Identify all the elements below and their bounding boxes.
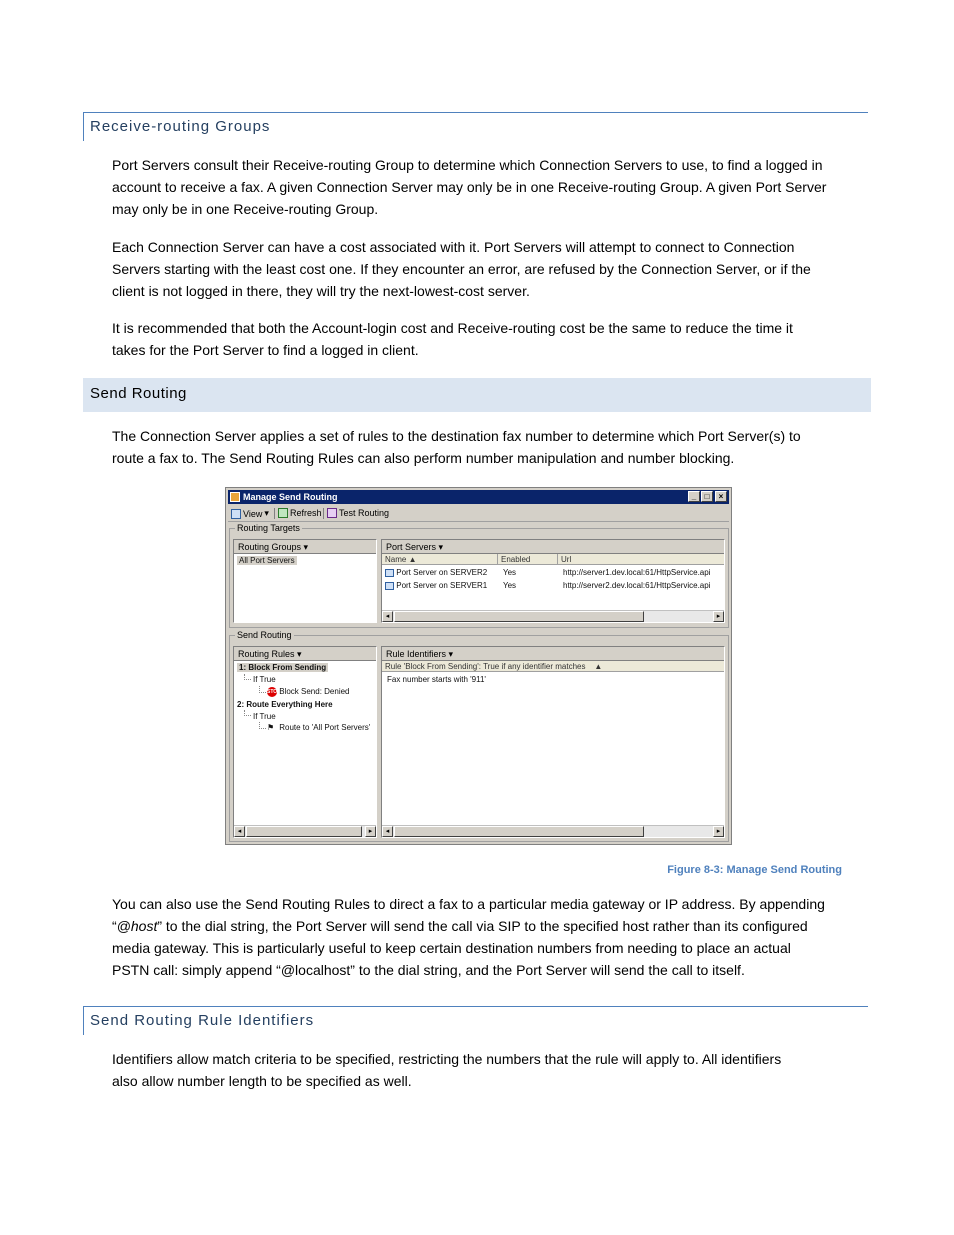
open-quote: “ (112, 918, 117, 934)
column-label: Enabled (501, 555, 531, 564)
cell-enabled: Yes (503, 568, 517, 577)
tree-item-condition[interactable]: If True (253, 712, 276, 721)
window-title: Manage Send Routing (243, 492, 338, 502)
header-label: Port Servers (386, 542, 437, 552)
line: It is recommended that both the Account-login cost and Receive-routing cost be the same to reduce the time it (112, 320, 793, 336)
refresh-icon (278, 508, 288, 518)
column-label: Url (561, 555, 572, 564)
action-label: Route to 'All Port Servers' (279, 723, 371, 732)
line: Port Servers consult their Receive-routing Group to determine which Connection Servers to use, to find a logged in (112, 157, 823, 173)
paragraph-send-routing (112, 425, 842, 469)
line: route a fax to. The Send Routing Rules can also perform number manipulation and number blocking. (112, 450, 735, 466)
port-servers-header[interactable]: Port Servers ▾ (382, 540, 724, 554)
refresh-label: Refresh (290, 508, 322, 518)
tree-item-action[interactable] (267, 723, 370, 732)
group-name: All Port Servers (239, 556, 295, 565)
paragraph-receive-routing-3 (112, 317, 842, 361)
heading-text: Send Routing Rule Identifiers (90, 1012, 315, 1029)
line: Identifiers allow match criteria to be specified, restricting the numbers that the rule will apply to. All identifiers (112, 1051, 782, 1067)
paragraph-after-figure (112, 893, 842, 981)
port-servers-pane (381, 539, 725, 623)
tree-connector (259, 722, 266, 729)
paragraph-receive-routing-1 (112, 154, 842, 220)
scroll-left-icon[interactable]: ◂ (234, 826, 245, 837)
cell-url: http://server1.dev.local:61/HttpService.api (563, 568, 711, 577)
column-header-name[interactable]: Name ▲ (382, 554, 498, 565)
paragraph-receive-routing-2 (112, 236, 842, 302)
tree-item-condition[interactable]: If True (253, 675, 276, 684)
table-row[interactable] (385, 581, 487, 590)
cell-name: Port Server on SERVER2 (396, 568, 488, 577)
server-icon (385, 582, 394, 590)
cell-url: http://server2.dev.local:61/HttpService.api (563, 581, 711, 590)
cell-enabled: Yes (503, 581, 517, 590)
rule-label: 1: Block From Sending (239, 663, 327, 672)
app-icon (230, 492, 240, 502)
action-label: Block Send: Denied (279, 687, 350, 697)
view-label: View (243, 508, 263, 519)
figure-caption: Figure 8-3: Manage Send Routing (667, 864, 842, 876)
test-routing-button[interactable] (327, 508, 389, 518)
send-routing-label: Send Routing (237, 630, 292, 640)
routing-groups-header[interactable]: Routing Groups ▾ (234, 540, 376, 554)
line: also allow number length to be specified as well. (112, 1073, 412, 1089)
tree-item-rule-1[interactable] (237, 663, 328, 672)
refresh-button[interactable] (278, 508, 322, 518)
header-label: Routing Rules (238, 649, 295, 659)
cell-name: Port Server on SERVER1 (396, 581, 488, 590)
scroll-left-icon[interactable]: ◂ (382, 611, 393, 622)
line: Servers starting with the least cost one. If they encounter an error, are refused by the Connection Server, or if the (112, 261, 811, 277)
line: may only be in one Receive-routing Group. (112, 201, 379, 217)
section-heading-rule-identifiers (83, 1006, 868, 1035)
table-row[interactable]: Fax number starts with '911' (387, 675, 486, 684)
maximize-icon[interactable]: □ (701, 491, 713, 502)
routing-groups-pane (233, 539, 377, 623)
routing-rules-pane (233, 646, 377, 838)
section-heading-receive-routing (83, 112, 868, 141)
list-item[interactable] (237, 556, 297, 565)
scroll-thumb[interactable] (394, 826, 644, 837)
line: The Connection Server applies a set of rules to the destination fax number to determine which Port Server(s) to (112, 428, 801, 444)
tree-item-action[interactable] (267, 687, 350, 697)
line: media gateway. This is particularly useful to keep certain destination numbers from needing to place an actual (112, 940, 791, 956)
column-header-rule[interactable]: Rule 'Block From Sending': True if any identifier matches ▲ (382, 661, 725, 672)
manage-send-routing-window (225, 487, 732, 845)
heading-text: Receive-routing Groups (90, 118, 271, 135)
line: takes for the Port Server to find a logged in client. (112, 342, 419, 358)
test-routing-icon (327, 508, 337, 518)
scroll-left-icon[interactable]: ◂ (382, 826, 393, 837)
stop-sign-icon: STOP (267, 689, 281, 695)
table-row[interactable] (385, 568, 487, 577)
heading-text: Send Routing (90, 385, 187, 402)
scroll-thumb[interactable] (394, 611, 644, 622)
rule-identifiers-pane (381, 646, 725, 838)
tree-connector (244, 674, 251, 680)
minimize-icon[interactable]: _ (688, 491, 700, 502)
scroll-right-icon[interactable]: ▸ (365, 826, 376, 837)
close-icon[interactable]: × (715, 491, 727, 502)
horizontal-scrollbar[interactable] (382, 610, 724, 622)
view-icon (231, 509, 241, 519)
column-label: Name (385, 555, 407, 564)
paragraph-identifiers (112, 1048, 842, 1092)
section-heading-send-routing (83, 378, 871, 412)
toolbar-separator (274, 508, 275, 519)
server-icon (385, 569, 394, 577)
view-button[interactable] (231, 508, 269, 519)
column-label: Rule 'Block From Sending': True if any identifier matches (385, 662, 586, 671)
header-label: Rule Identifiers (386, 649, 447, 659)
toolbar-separator (323, 508, 324, 519)
chevron-down-icon: ▾ (264, 508, 269, 518)
horizontal-scrollbar[interactable] (382, 825, 724, 837)
routing-rules-header[interactable]: Routing Rules ▾ (234, 647, 376, 661)
line: client is not logged in there, they will try the next-lowest-cost server. (112, 283, 530, 299)
column-header-url[interactable] (558, 554, 725, 565)
line: You can also use the Send Routing Rules to direct a fax to a particular media gateway or IP address. By appending (112, 896, 825, 912)
routing-targets-label: Routing Targets (237, 523, 300, 533)
horizontal-scrollbar[interactable] (234, 825, 376, 837)
tree-connector (259, 686, 266, 693)
line: Each Connection Server can have a cost associated with it. Port Servers will attempt to connect to Connection (112, 239, 795, 255)
tree-connector (244, 710, 251, 716)
window-titlebar (228, 490, 729, 504)
header-label: Routing Groups (238, 542, 302, 552)
line-rest: ” to the dial string, the Port Server will send the call via SIP to the specified host rather than its configured (157, 918, 808, 934)
line (112, 915, 842, 937)
host-emphasis: @host (116, 918, 158, 934)
column-header-enabled[interactable] (498, 554, 558, 565)
rule-identifiers-header[interactable]: Rule Identifiers ▾ (382, 647, 724, 661)
route-icon: ⚑ (267, 723, 275, 732)
scroll-thumb[interactable] (246, 826, 362, 837)
scroll-right-icon[interactable]: ▸ (713, 611, 724, 622)
scroll-right-icon[interactable]: ▸ (713, 826, 724, 837)
toolbar (228, 505, 729, 522)
test-routing-label: Test Routing (339, 508, 390, 518)
line: PSTN call: simply append “@localhost” to the dial string, and the Port Server will send the call to itself. (112, 962, 745, 978)
line: account to receive a fax. A given Connection Server may only be in one Receive-routing Group. A given Port Server (112, 179, 827, 195)
tree-item-rule-2[interactable]: 2: Route Everything Here (237, 700, 333, 709)
